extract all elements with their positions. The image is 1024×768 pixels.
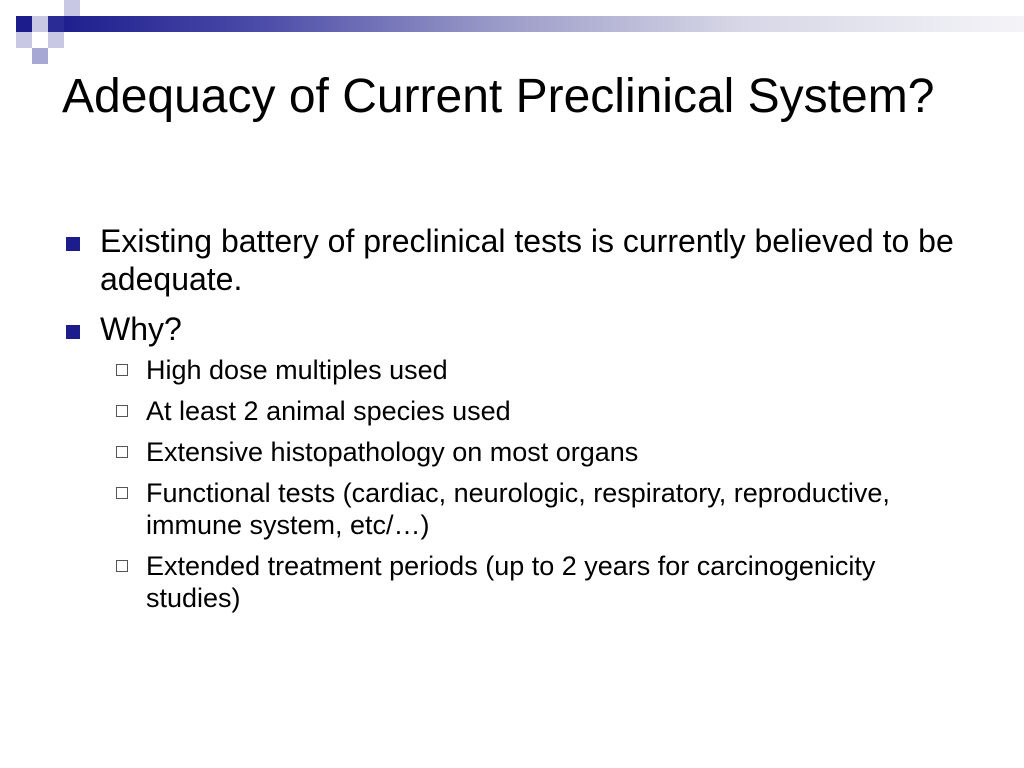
sub-bullet-text: High dose multiples used bbox=[146, 355, 448, 385]
decor-square bbox=[48, 0, 64, 16]
sub-bullet-text: Extended treatment periods (up to 2 years for carcinogenicity studies) bbox=[146, 551, 876, 613]
slide-body bbox=[62, 222, 962, 623]
sub-bullet-item bbox=[62, 550, 962, 614]
hollow-square-bullet-icon bbox=[116, 560, 128, 572]
sub-bullet-item bbox=[62, 436, 962, 468]
slide-title: Adequacy of Current Preclinical System? bbox=[62, 70, 935, 123]
bullet-text: Existing battery of preclinical tests is currently believed to be adequate. bbox=[100, 223, 954, 297]
decor-square bbox=[32, 48, 48, 64]
hollow-square-bullet-icon bbox=[116, 446, 128, 458]
sub-bullet-item bbox=[62, 477, 962, 541]
bullet-item bbox=[62, 310, 962, 348]
decor-square bbox=[0, 32, 16, 48]
sub-bullet-text: Extensive histopathology on most organs bbox=[146, 437, 639, 467]
sub-bullet-list bbox=[62, 354, 962, 614]
hollow-square-bullet-icon bbox=[116, 405, 128, 417]
decor-square bbox=[48, 32, 64, 48]
sub-bullet-item bbox=[62, 395, 962, 427]
square-bullet-icon bbox=[66, 325, 80, 339]
sub-bullet-text: At least 2 animal species used bbox=[146, 396, 511, 426]
header-gradient-band bbox=[64, 16, 1024, 32]
decor-square bbox=[64, 0, 80, 16]
decor-square bbox=[32, 16, 48, 32]
bullet-text: Why? bbox=[100, 311, 182, 347]
square-bullet-icon bbox=[66, 237, 80, 251]
decor-square bbox=[16, 32, 32, 48]
sub-bullet-item bbox=[62, 354, 962, 386]
decor-square bbox=[32, 32, 48, 48]
decor-square bbox=[48, 16, 64, 32]
hollow-square-bullet-icon bbox=[116, 487, 128, 499]
decor-square bbox=[16, 16, 32, 32]
bullet-item bbox=[62, 222, 962, 298]
sub-bullet-text: Functional tests (cardiac, neurologic, respiratory, reproductive, immune system, etc/…) bbox=[146, 478, 890, 540]
hollow-square-bullet-icon bbox=[116, 364, 128, 376]
